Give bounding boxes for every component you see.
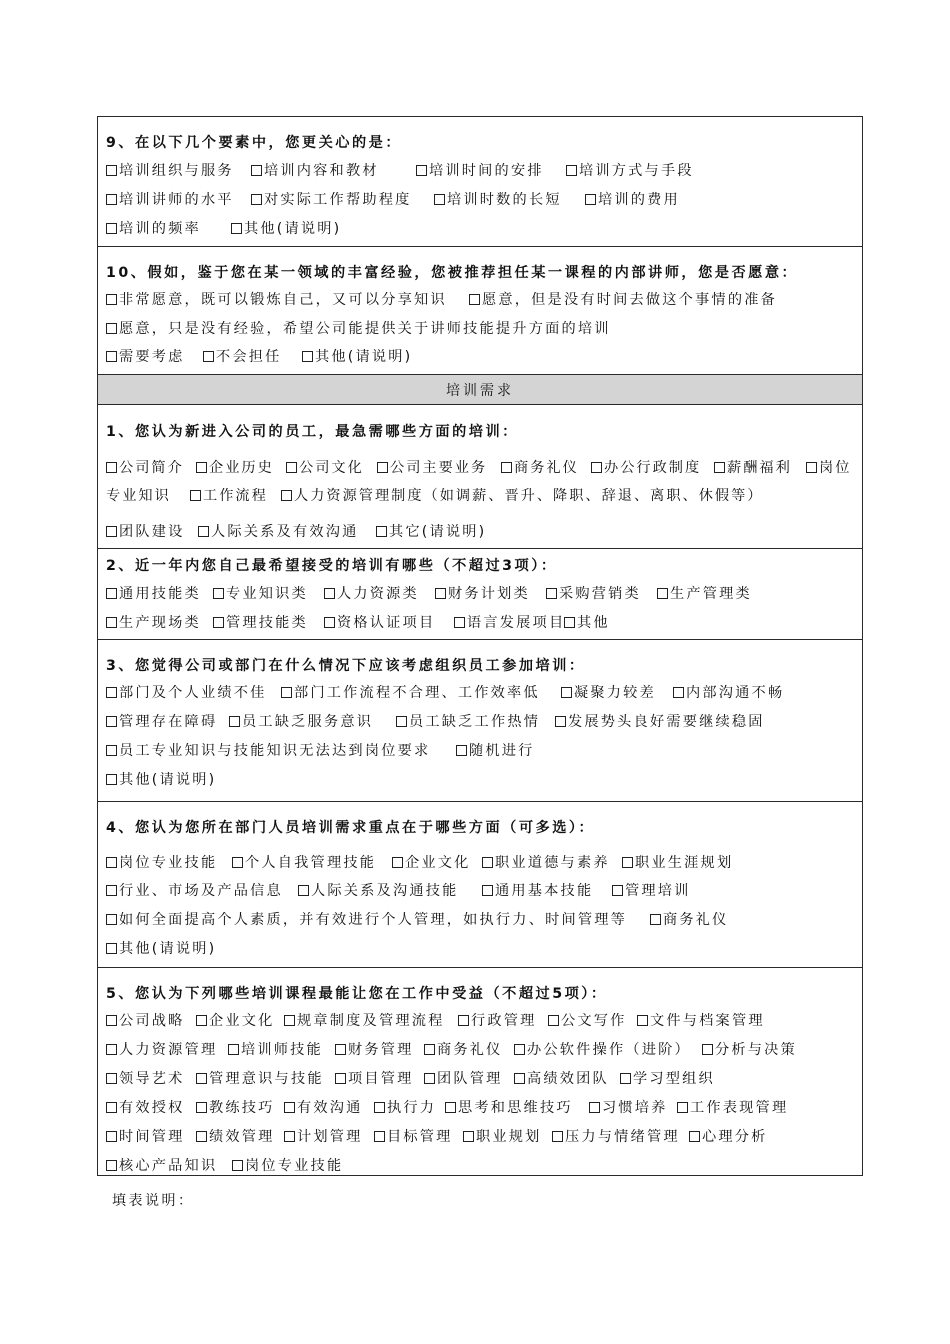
option[interactable]: 部门工作流程不合理、工作效率低 [281,684,540,702]
checkbox-icon[interactable] [445,1102,456,1113]
checkbox-icon[interactable] [106,1102,117,1113]
checkbox-icon[interactable] [106,1073,117,1084]
option[interactable]: 其他(请说明) [106,940,216,958]
option[interactable]: 管理存在障碍 [106,713,217,731]
checkbox-icon[interactable] [106,1131,117,1142]
needs-question-3-section [98,640,862,802]
option[interactable]: 管理培训 [612,882,691,900]
option[interactable]: 培训方式与手段 [566,162,694,180]
checkbox-icon[interactable] [196,1131,207,1142]
checkbox-icon[interactable] [555,716,566,727]
option[interactable]: 资格认证项目 [324,614,435,632]
checkbox-icon[interactable] [374,1102,385,1113]
option[interactable]: 培训的频率 [106,220,201,238]
option-continuation: 专业知识 [106,488,171,504]
needs-question-3-title: 3、您觉得公司或部门在什么情况下应该考虑组织员工参加培训： [106,658,586,674]
checkbox-icon[interactable] [650,914,661,925]
checkbox-icon[interactable] [106,165,117,176]
checkbox-icon[interactable] [435,588,446,599]
option[interactable]: 办公行政制度 [591,459,701,477]
checkbox-icon[interactable] [376,526,387,537]
option[interactable]: 专业知识类 [213,585,308,603]
checkbox-icon[interactable] [561,687,572,698]
needs-question-4-title: 4、您认为您所在部门人员培训需求重点在于哪些方面（可多选）： [106,820,596,836]
option[interactable]: 核心产品知识 [106,1157,217,1175]
checkbox-icon[interactable] [298,885,309,896]
option[interactable]: 需要考虑 [106,348,185,366]
option[interactable]: 其他(请说明) [302,348,412,366]
option[interactable]: 个人自我管理技能 [232,854,376,872]
option[interactable]: 企业文化 [392,854,471,872]
option[interactable]: 员工专业知识与技能知识无法达到岗位要求 [106,742,430,760]
needs-question-1-section [98,405,862,549]
checkbox-icon[interactable] [302,351,313,362]
option[interactable]: 时间管理 [106,1128,185,1146]
option[interactable]: 薪酬福利 [714,459,792,477]
option[interactable]: 培训组织与服务 [106,162,234,180]
option[interactable]: 内部沟通不畅 [673,684,784,702]
option[interactable]: 部门及个人业绩不佳 [106,684,267,702]
checkbox-icon[interactable] [106,294,117,305]
option[interactable]: 对实际工作帮助程度 [251,191,412,209]
option[interactable]: 如何全面提高个人素质，并有效进行个人管理，如执行力、时间管理等 [106,911,627,929]
option[interactable]: 商务礼仪 [501,459,579,477]
option[interactable]: 心理分析 [689,1128,768,1146]
checkbox-icon[interactable] [251,194,262,205]
option[interactable]: 培训时数的长短 [434,191,562,209]
checkbox-icon[interactable] [106,1160,117,1171]
option[interactable]: 高绩效团队 [514,1070,609,1088]
option[interactable]: 财务计划类 [435,585,530,603]
checkbox-icon[interactable] [106,716,117,727]
option[interactable]: 文件与档案管理 [637,1012,765,1030]
checkbox-icon[interactable] [456,745,467,756]
checkbox-icon[interactable] [637,1015,648,1026]
option[interactable]: 办公软件操作（进阶） [514,1041,691,1059]
checkbox-icon[interactable] [501,462,512,473]
checkbox-icon[interactable] [377,462,388,473]
checkbox-icon[interactable] [585,194,596,205]
checkbox-icon[interactable] [434,194,445,205]
option[interactable]: 压力与情绪管理 [552,1128,680,1146]
option[interactable]: 生产现场类 [106,614,201,632]
option[interactable]: 其他(请说明) [231,220,341,238]
checkbox-icon[interactable] [106,745,117,756]
checkbox-icon[interactable] [228,1044,239,1055]
checkbox-icon[interactable] [232,1160,243,1171]
checkbox-icon[interactable] [482,885,493,896]
question-10-title: 10、假如，鉴于您在某一领域的丰富经验，您被推荐担任某一课程的内部讲师，您是否愿意： [106,265,799,281]
checkbox-icon[interactable] [335,1044,346,1055]
checkbox-icon[interactable] [591,462,602,473]
option[interactable]: 岗位专业技能 [106,854,217,872]
survey-form-table [97,116,863,1176]
checkbox-icon[interactable] [281,490,292,501]
option[interactable]: 其它(请说明) [376,523,486,541]
option[interactable]: 生产管理类 [657,585,752,603]
checkbox-icon[interactable] [335,1073,346,1084]
checkbox-icon[interactable] [657,588,668,599]
checkbox-icon[interactable] [463,1131,474,1142]
option[interactable]: 培训师技能 [228,1041,323,1059]
checkbox-icon[interactable] [106,617,117,628]
checkbox-icon[interactable] [106,943,117,954]
checkbox-icon[interactable] [106,462,117,473]
needs-question-4-options-row [106,940,856,958]
option[interactable]: 思考和思维技巧 [445,1099,573,1117]
checkbox-icon[interactable] [196,1073,207,1084]
question-9-section [98,117,862,247]
option[interactable]: 公司文化 [286,459,364,477]
checkbox-icon[interactable] [392,857,403,868]
option[interactable]: 教练技巧 [196,1099,275,1117]
checkbox-icon[interactable] [702,1044,713,1055]
checkbox-icon[interactable] [229,716,240,727]
checkbox-icon[interactable] [284,1015,295,1026]
checkbox-icon[interactable] [622,857,633,868]
checkbox-icon[interactable] [424,1044,435,1055]
option[interactable]: 企业历史 [196,459,274,477]
option[interactable]: 行政管理 [458,1012,537,1030]
checkbox-icon[interactable] [106,914,117,925]
checkbox-icon[interactable] [106,323,117,334]
option[interactable]: 通用基本技能 [482,882,593,900]
option[interactable]: 培训的费用 [585,191,680,209]
checkbox-icon[interactable] [284,1102,295,1113]
checkbox-icon[interactable] [286,462,297,473]
option[interactable]: 岗位专业技能 [232,1157,343,1175]
checkbox-icon[interactable] [106,885,117,896]
needs-question-3-options-row [106,771,856,789]
option[interactable]: 企业文化 [196,1012,275,1030]
question-10-options-row [106,320,856,338]
option[interactable]: 规章制度及管理流程 [284,1012,445,1030]
option[interactable]: 管理意识与技能 [196,1070,324,1088]
option[interactable]: 领导艺术 [106,1070,185,1088]
checkbox-icon[interactable] [203,351,214,362]
option[interactable]: 随机进行 [456,742,535,760]
fill-instructions-label: 填表说明： [112,1193,195,1209]
option[interactable]: 人际关系及有效沟通 [198,523,359,541]
option[interactable]: 行业、市场及产品信息 [106,882,283,900]
checkbox-icon[interactable] [566,165,577,176]
checkbox-icon[interactable] [396,716,407,727]
checkbox-icon[interactable] [454,617,465,628]
needs-question-2-section [98,549,862,640]
option[interactable]: 商务礼仪 [424,1041,503,1059]
option[interactable]: 员工缺乏工作热情 [396,713,540,731]
question-9-title: 9、在以下几个要素中，您更关心的是： [106,135,403,151]
checkbox-icon[interactable] [106,857,117,868]
checkbox-icon[interactable] [106,774,117,785]
option[interactable]: 职业生涯规划 [622,854,733,872]
checkbox-icon[interactable] [324,617,335,628]
checkbox-icon[interactable] [374,1131,385,1142]
option[interactable]: 职业道德与素养 [482,854,610,872]
checkbox-icon[interactable] [416,165,427,176]
checkbox-icon[interactable] [564,617,575,628]
option[interactable]: 财务管理 [335,1041,414,1059]
checkbox-icon[interactable] [106,687,117,698]
checkbox-icon[interactable] [198,526,209,537]
checkbox-icon[interactable] [482,857,493,868]
checkbox-icon[interactable] [213,588,224,599]
checkbox-icon[interactable] [231,223,242,234]
checkbox-icon[interactable] [806,462,817,473]
option[interactable]: 目标管理 [374,1128,453,1146]
option[interactable]: 绩效管理 [196,1128,275,1146]
checkbox-icon[interactable] [106,588,117,599]
section-header-training-needs: 培训需求 [98,375,862,405]
checkbox-icon[interactable] [548,1015,559,1026]
checkbox-icon[interactable] [620,1073,631,1084]
option[interactable]: 采购营销类 [546,585,641,603]
checkbox-icon[interactable] [196,1015,207,1026]
checkbox-icon[interactable] [213,617,224,628]
option[interactable]: 公司战略 [106,1012,185,1030]
checkbox-icon[interactable] [196,462,207,473]
checkbox-icon[interactable] [190,490,201,501]
checkbox-icon[interactable] [106,526,117,537]
checkbox-icon[interactable] [677,1102,688,1113]
option[interactable]: 语言发展项目 [454,614,565,632]
needs-question-4-section [98,802,862,968]
option[interactable]: 习惯培养 [589,1099,668,1117]
option[interactable]: 团队管理 [424,1070,503,1088]
option[interactable]: 不会担任 [203,348,282,366]
checkbox-icon[interactable] [251,165,262,176]
option[interactable]: 培训内容和教材 [251,162,379,180]
option[interactable]: 职业规划 [463,1128,542,1146]
checkbox-icon[interactable] [196,1102,207,1113]
needs-question-5-title: 5、您认为下列哪些培训课程最能让您在工作中受益（不超过5项）： [106,986,608,1002]
needs-question-5-section [98,968,862,1175]
option[interactable]: 人力资源类 [324,585,419,603]
checkbox-icon[interactable] [469,294,480,305]
checkbox-icon[interactable] [424,1073,435,1084]
checkbox-icon[interactable] [232,857,243,868]
checkbox-icon[interactable] [284,1131,295,1142]
option[interactable]: 公司主要业务 [377,459,487,477]
option[interactable]: 人力资源管理制度（如调薪、晋升、降职、辞退、离职、休假等） [281,487,763,505]
option[interactable]: 员工缺乏服务意识 [229,713,373,731]
checkbox-icon[interactable] [514,1044,525,1055]
question-10-section [98,247,862,375]
option[interactable]: 公文写作 [548,1012,627,1030]
option[interactable]: 培训讲师的水平 [106,191,234,209]
option[interactable]: 学习型组织 [620,1070,715,1088]
option[interactable]: 管理技能类 [213,614,308,632]
checkbox-icon[interactable] [612,885,623,896]
checkbox-icon[interactable] [714,462,725,473]
option[interactable]: 发展势头良好需要继续稳固 [555,713,765,731]
option[interactable]: 项目管理 [335,1070,414,1088]
option[interactable]: 培训时间的安排 [416,162,544,180]
checkbox-icon[interactable] [458,1015,469,1026]
option[interactable]: 其他(请说明) [106,771,216,789]
option[interactable]: 愿意，只是没有经验，希望公司能提供关于讲师技能提升方面的培训 [106,320,611,338]
option[interactable]: 计划管理 [284,1128,363,1146]
checkbox-icon[interactable] [514,1073,525,1084]
option[interactable]: 其他 [564,614,610,632]
needs-question-2-title: 2、近一年内您自己最希望接受的培训有哪些（不超过3项）： [106,558,558,574]
needs-question-1-title: 1、您认为新进入公司的员工，最急需哪些方面的培训： [106,424,519,440]
option[interactable]: 有效沟通 [284,1099,363,1117]
option[interactable]: 有效授权 [106,1099,185,1117]
option[interactable]: 工作流程 [190,487,268,505]
option[interactable]: 人力资源管理 [106,1041,217,1059]
checkbox-icon[interactable] [589,1102,600,1113]
option[interactable]: 团队建设 [106,523,185,541]
checkbox-icon[interactable] [106,351,117,362]
option[interactable]: 工作表现管理 [677,1099,788,1117]
checkbox-icon[interactable] [106,223,117,234]
checkbox-icon[interactable] [106,194,117,205]
option[interactable]: 愿意，但是没有时间去做这个事情的准备 [469,291,777,309]
checkbox-icon[interactable] [552,1131,563,1142]
option[interactable]: 岗位 [806,459,851,477]
checkbox-icon[interactable] [106,1044,117,1055]
checkbox-icon[interactable] [673,687,684,698]
checkbox-icon[interactable] [689,1131,700,1142]
option[interactable]: 商务礼仪 [650,911,729,929]
checkbox-icon[interactable] [281,687,292,698]
checkbox-icon[interactable] [546,588,557,599]
option[interactable]: 通用技能类 [106,585,201,603]
checkbox-icon[interactable] [324,588,335,599]
option[interactable]: 分析与决策 [702,1041,797,1059]
option[interactable]: 非常愿意，既可以锻炼自己，又可以分享知识 [106,291,447,309]
option[interactable]: 执行力 [374,1099,436,1117]
checkbox-icon[interactable] [106,1015,117,1026]
option[interactable]: 公司简介 [106,459,184,477]
option[interactable]: 凝聚力较差 [561,684,656,702]
option[interactable]: 人际关系及沟通技能 [298,882,459,900]
